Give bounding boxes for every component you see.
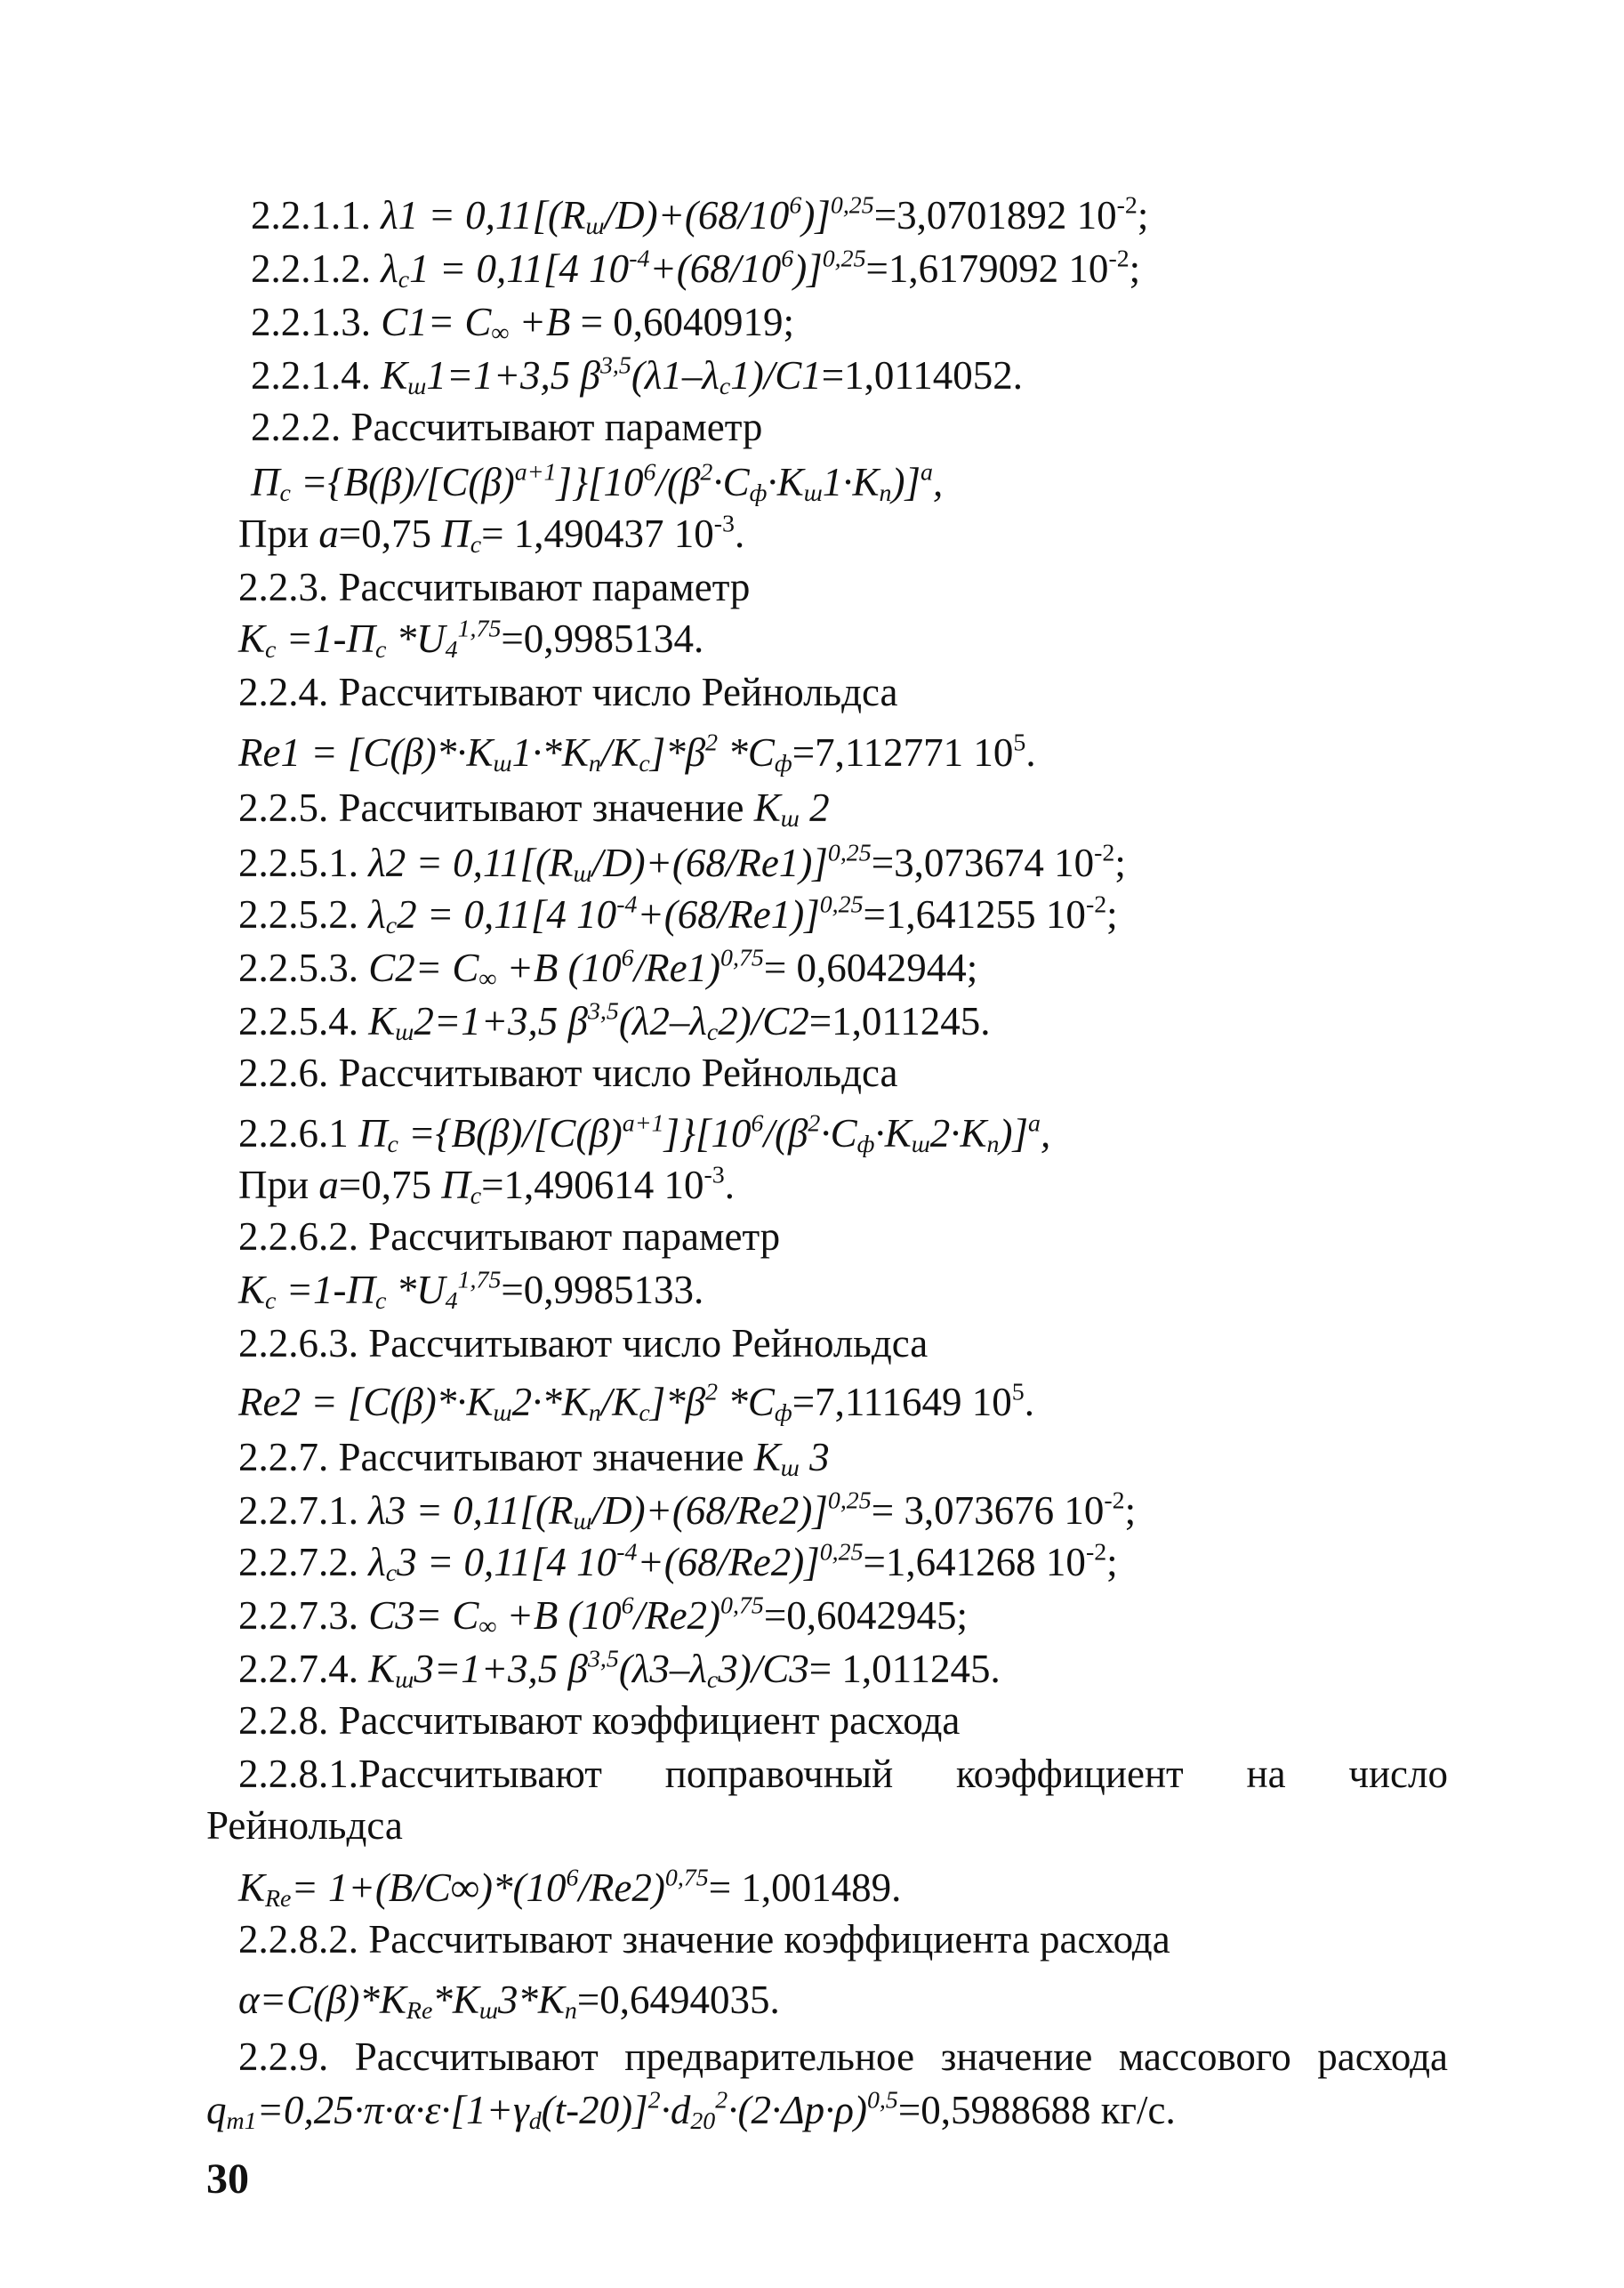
formula-line-2-2-7-2: 2.2.7.2. $\lambda_c3 = 0,11[4$ $10^{-4}+(68/Re2)]^{0,25}=1,641268$ $10^{-2}$; <box>238 1538 1118 1588</box>
formula-line-2-2-3: $K_c =1-П_c$ $*U_4^{1,75}=0,9985134$. <box>238 615 704 665</box>
formula-line-2-2-1-4: 2.2.1.4. $K_ш1=1+3,5$ $\beta^{3,5}(\lambda 1-\lambda_c1)/C1=1,0114052$. <box>251 351 1023 401</box>
formula-line-2-2-7-3: 2.2.7.3. $C3= C_\infty +B$ $(10^6/Re2)^{0,75}=0,6042945$; <box>238 1591 968 1641</box>
formula-line-2-2-5-4: 2.2.5.4. $K_ш2=1+3,5$ $\beta^{3,5}(\lambda 2-\lambda_c2)/C2=1,011245$. <box>238 997 991 1047</box>
formula-line-2-2-5-3: 2.2.5.3. $C2= C_\infty +B$ $(10^6/Re1)^{0,75}= 0,6042944$; <box>238 944 978 994</box>
formula-line-2-2-5-2: 2.2.5.2. $\lambda_c2 = 0,11[4$ $10^{-4}+(68/Re1)]^{0,25}=1,641255$ $10^{-2}$; <box>238 890 1118 940</box>
section-heading-2-2-3: 2.2.3. Рассчитывают параметр <box>238 565 751 609</box>
formula-line-2-2-2: $П_c =\{B(\beta)/[C(\beta)^{a+1}]\}[10^6/(\beta^2\cdot C_ф\cdot K_ш1\cdot K_п)]^a$, <box>251 458 944 508</box>
formula-line-2-2-7-4: 2.2.7.4. $K_ш3=1+3,5$ $\beta^{3,5}(\lambda 3-\lambda_c3)/C3= 1,011245$. <box>238 1645 1001 1695</box>
section-heading-2-2-8-1-cont: Рейнольдса <box>206 1803 403 1848</box>
section-heading-2-2-5: 2.2.5. Рассчитывают значение $K_ш$ 2 <box>238 785 830 834</box>
formula-line-2-2-5-1: 2.2.5.1. $\lambda 2 = 0,11[(R_ш/D)+(68/Re1)]^{0,25}=3,073674$ $10^{-2}$; <box>238 839 1126 889</box>
section-heading-2-2-7: 2.2.7. Рассчитывают значение $K_ш$ 3 <box>238 1435 830 1483</box>
section-heading-2-2-6: 2.2.6. Рассчитывают число Рейнольдса <box>238 1051 898 1095</box>
formula-line-2-2-1-2: 2.2.1.2. $\lambda_c1 = 0,11[4$ $10^{-4}+(68/10^6)]^{0,25}=1,6179092$ $10^{-2}$; <box>251 245 1141 294</box>
formula-line-2-2-6-2: $K_c =1-П_c$ $*U_4^{1,75}=0,9985133$. <box>238 1266 704 1316</box>
formula-line-2-2-1-1: 2.2.1.1. $\lambda 1 = 0,11[(R_ш/D)+(68/10^6)]^{0,25}=3,0701892$ $10^{-2}$; <box>251 191 1149 241</box>
section-heading-2-2-4: 2.2.4. Рассчитывают число Рейнольдса <box>238 670 898 714</box>
formula-line-2-2-6-1: 2.2.6.1 $П_c =\{B(\beta)/[C(\beta)^{a+1}]\}[10^6/(\beta^2\cdot C_ф\cdot K_ш2\cdot K_п)]^a$, <box>238 1109 1051 1159</box>
section-heading-2-2-6-3: 2.2.6.3. Рассчитывают число Рейнольдса <box>238 1321 929 1366</box>
section-heading-2-2-2: 2.2.2. Рассчитывают параметр <box>251 405 763 449</box>
formula-line-2-2-9: $q_{m1}=0,25\cdot\pi\cdot\alpha\cdot\varepsilon\cdot[1+\gamma_d(t-20)]^2\cdot d_{20}^2\cdot(2\cdot\Delta p\cdot\rho)^{0,5}=0,5988688$ кг/с. <box>206 2086 1176 2136</box>
section-heading-2-2-8-1: 2.2.8.1.Рассчитывают поправочный коэффициент на число <box>238 1752 1448 1796</box>
formula-line-2-2-6-3: $Re2 = [C(\beta)*\cdot K_ш2\cdot*K_п/K_c]*\beta^2$ $*C_ф=7,111649$ $10^5$. <box>238 1378 1034 1428</box>
formula-line-2-2-1-3: 2.2.1.3. $C1= C_\infty +B = 0,6040919$; <box>251 300 795 348</box>
section-heading-2-2-9: 2.2.9. Рассчитывают предварительное значение массового расхода <box>238 2034 1448 2079</box>
section-heading-2-2-8: 2.2.8. Рассчитывают коэффициент расхода <box>238 1698 961 1743</box>
formula-line-2-2-4: $Re1 = [C(\beta)*\cdot K_ш1\cdot*K_п/K_c]*\beta^2$ $*C_ф=7,112771$ $10^5$. <box>238 729 1036 778</box>
result-line-2-2-2: При a=0,75 $П_c= 1,490437$ $10^{-3}$. <box>238 510 745 560</box>
formula-line-2-2-8-2: $\alpha=C(\beta)*K_{Re}*K_ш3*K_п=0,6494035$. <box>238 1978 780 2026</box>
page-number: 30 <box>206 2155 249 2203</box>
section-heading-2-2-6-2: 2.2.6.2. Рассчитывают параметр <box>238 1214 781 1259</box>
result-line-2-2-6-1: При a=0,75 $П_c=1,490614$ $10^{-3}$. <box>238 1161 735 1211</box>
formula-line-2-2-7-1: 2.2.7.1. $\lambda 3 = 0,11[(R_ш/D)+(68/Re2)]^{0,25}= 3,073676$ $10^{-2}$; <box>238 1486 1137 1536</box>
formula-line-2-2-8-1: $K_{Re}= 1+(B/C\infty)*(10^6/Re2)^{0,75}= 1,001489$. <box>238 1864 902 1913</box>
section-heading-2-2-8-2: 2.2.8.2. Рассчитывают значение коэффициента расхода <box>238 1917 1170 1962</box>
